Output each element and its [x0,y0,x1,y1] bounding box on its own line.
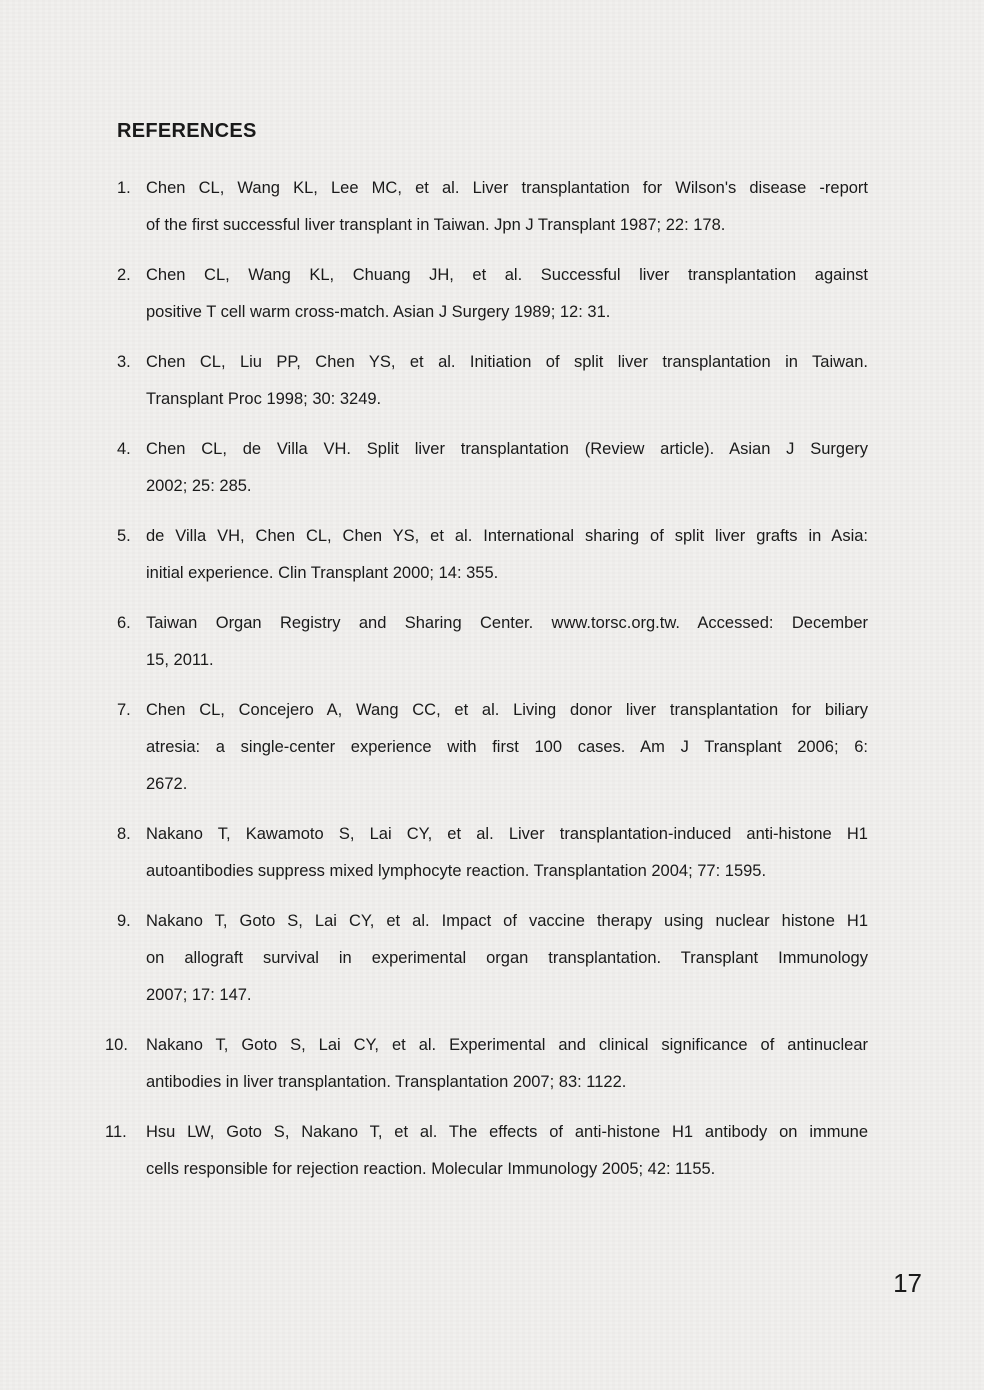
reference-text [146,344,868,418]
reference-number: 9. [117,912,131,930]
reference-line: Chen CL, Wang KL, Chuang JH, et al. Successful liver transplantation against [146,266,868,284]
reference-line: antibodies in liver transplantation. Transplantation 2007; 83: 1122. [146,1073,627,1091]
reference-line: 2007; 17: 147. [146,986,252,1004]
reference-item [105,1114,868,1188]
reference-item [117,257,868,331]
reference-line: 15, 2011. [146,651,214,669]
reference-line: Nakano T, Kawamoto S, Lai CY, et al. Liver transplantation-induced anti-histone H1 [146,825,868,843]
reference-line: 2002; 25: 285. [146,477,252,495]
page-title: REFERENCES [117,120,257,142]
reference-text [146,1027,868,1101]
reference-text [146,170,868,244]
reference-item [117,903,868,1014]
reference-number: 2. [117,266,131,284]
reference-text [146,1114,868,1188]
reference-text [146,903,868,1014]
reference-line: 2672. [146,775,188,793]
reference-line: de Villa VH, Chen CL, Chen YS, et al. International sharing of split liver grafts in Asia: [146,527,868,545]
reference-number: 7. [117,701,131,719]
reference-number: 8. [117,825,131,843]
reference-line: Chen CL, Concejero A, Wang CC, et al. Living donor liver transplantation for biliary [146,701,868,719]
reference-number: 5. [117,527,131,545]
reference-text [146,431,868,505]
page-number: 17 [893,1268,922,1298]
reference-number: 4. [117,440,131,458]
reference-number: 11. [105,1123,127,1141]
reference-line: Nakano T, Goto S, Lai CY, et al. Impact of vaccine therapy using nuclear histone H1 [146,912,868,930]
reference-line: cells responsible for rejection reaction. Molecular Immunology 2005; 42: 1155. [146,1160,716,1178]
reference-item [117,605,868,679]
reference-line: Taiwan Organ Registry and Sharing Center. www.torsc.org.tw. Accessed: December [146,614,868,632]
document-content [105,118,868,1201]
reference-line: positive T cell warm cross-match. Asian J Surgery 1989; 12: 31. [146,303,611,321]
reference-line: atresia: a single-center experience with first 100 cases. Am J Transplant 2006; 6: [146,738,868,756]
references-list [105,170,868,1188]
reference-text [146,605,868,679]
reference-item [105,1027,868,1101]
reference-number: 10. [105,1036,128,1054]
reference-number: 6. [117,614,131,632]
reference-item [117,816,868,890]
reference-item [117,518,868,592]
reference-line: Chen CL, de Villa VH. Split liver transplantation (Review article). Asian J Surgery [146,440,868,458]
reference-text [146,692,868,803]
reference-line: Hsu LW, Goto S, Nakano T, et al. The effects of anti-histone H1 antibody on immune [146,1123,868,1141]
reference-text [146,257,868,331]
reference-text [146,518,868,592]
reference-line: of the first successful liver transplant in Taiwan. Jpn J Transplant 1987; 22: 178. [146,216,726,234]
reference-item [117,692,868,803]
reference-number: 1. [117,179,131,197]
reference-item [117,431,868,505]
reference-line: autoantibodies suppress mixed lymphocyte reaction. Transplantation 2004; 77: 1595. [146,862,767,880]
reference-line: Nakano T, Goto S, Lai CY, et al. Experimental and clinical significance of antinuclear [146,1036,868,1054]
reference-line: Transplant Proc 1998; 30: 3249. [146,390,382,408]
reference-number: 3. [117,353,131,371]
reference-line: Chen CL, Wang KL, Lee MC, et al. Liver transplantation for Wilson's disease -report [146,179,868,197]
reference-line: initial experience. Clin Transplant 2000; 14: 355. [146,564,499,582]
reference-item [117,344,868,418]
reference-line: Chen CL, Liu PP, Chen YS, et al. Initiation of split liver transplantation in Taiwan. [146,353,868,371]
reference-item [117,170,868,244]
reference-text [146,816,868,890]
reference-line: on allograft survival in experimental organ transplantation. Transplant Immunology [146,949,868,967]
